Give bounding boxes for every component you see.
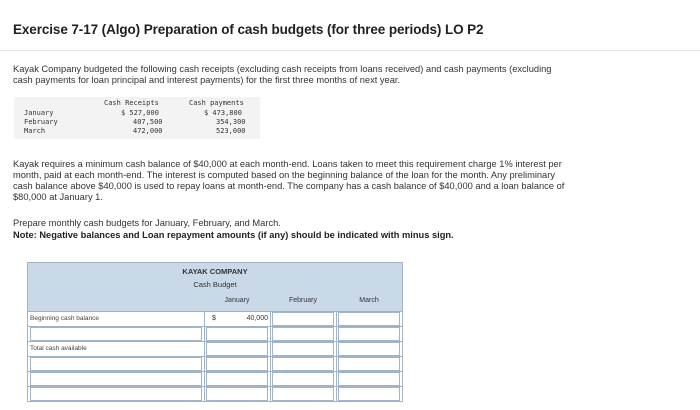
total-cash-february-input[interactable] (272, 342, 334, 356)
requirements-line-4: $80,000 at January 1. (13, 192, 103, 202)
total-cash-march-input[interactable] (338, 342, 400, 356)
beginning-cash-march-input[interactable] (338, 312, 400, 326)
requirements-paragraph (13, 159, 663, 203)
february-input[interactable] (272, 387, 334, 401)
row-label-beginning-cash: Beginning cash balance (30, 315, 100, 322)
note-instruction: Note: Negative balances and Loan repayment amounts (if any) should be indicated with minus sign. (13, 230, 454, 240)
prepare-instruction: Prepare monthly cash budgets for January, February, and March. (13, 218, 281, 228)
requirements-line-3: cash balance above $40,000 is used to repay loans at month-end. The company has a cash balance of $40,000 and a loan balance of (13, 181, 565, 191)
column-header-february: February (288, 297, 317, 304)
beginning-cash-february-input[interactable] (272, 312, 334, 326)
total-cash-january-input[interactable] (206, 342, 268, 356)
budget-subtitle: Cash Budget (193, 280, 237, 289)
row-label-input[interactable] (30, 357, 202, 371)
march-input[interactable] (338, 327, 400, 341)
requirements-line-2: month, paid at each month-end. The interest is computed based on the beginning balance of the loan for the month. Any preliminary (13, 170, 555, 180)
january-input[interactable] (206, 357, 268, 371)
intro-line-1: Kayak Company budgeted the following cash receipts (excluding cash receipts from loans received) and cash payments (excluding (13, 64, 552, 74)
requirements-line-1: Kayak requires a minimum cash balance of $40,000 at each month-end. Loans taken to meet this requirement charge 1% interest per (13, 159, 562, 169)
intro-line-2: cash payments for loan principal and interest payments) for the first three months of next year. (13, 75, 401, 85)
budget-header (28, 263, 402, 311)
month-label-march: March (24, 127, 46, 135)
header-divider (0, 50, 700, 51)
beginning-cash-january: 40,000 (246, 315, 268, 322)
column-header-march: March (359, 297, 379, 304)
january-input[interactable] (206, 372, 268, 386)
company-name: KAYAK COMPANY (182, 267, 248, 276)
budget-row (28, 371, 402, 386)
budget-row (28, 356, 402, 371)
february-input[interactable] (272, 372, 334, 386)
payments-march: 523,000 (216, 127, 246, 135)
row-label-total-cash-available: Total cash available (30, 345, 87, 352)
receipts-february: 407,500 (133, 118, 163, 126)
january-input[interactable] (206, 387, 268, 401)
intro-paragraph (13, 64, 663, 86)
receipts-january: $ 527,000 (121, 109, 159, 117)
payments-february: 354,300 (216, 118, 246, 126)
dollar-sign: $ (212, 315, 216, 322)
row-label-input[interactable] (30, 327, 202, 341)
cash-budget-worksheet (27, 262, 403, 402)
march-input[interactable] (338, 387, 400, 401)
exercise-title: Exercise 7-17 (Algo) Preparation of cash budgets (for three periods) LO P2 (13, 22, 484, 37)
march-input[interactable] (338, 357, 400, 371)
payments-january: $ 473,800 (204, 109, 242, 117)
receipts-header: Cash Receipts (104, 99, 159, 107)
budget-row (28, 311, 402, 326)
row-label-input[interactable] (30, 387, 202, 401)
month-label-january: January (24, 109, 54, 117)
february-input[interactable] (272, 327, 334, 341)
cash-receipts-payments-table (14, 97, 260, 139)
february-input[interactable] (272, 357, 334, 371)
payments-header: Cash payments (189, 99, 244, 107)
budget-row (28, 326, 402, 341)
january-input[interactable] (206, 327, 268, 341)
row-label-input[interactable] (30, 372, 202, 386)
budget-row (28, 386, 402, 401)
month-label-february: February (24, 118, 58, 126)
march-input[interactable] (338, 372, 400, 386)
receipts-march: 472,000 (133, 127, 163, 135)
header-bar (0, 0, 700, 60)
column-header-january: January (224, 297, 250, 304)
budget-row (28, 341, 402, 356)
